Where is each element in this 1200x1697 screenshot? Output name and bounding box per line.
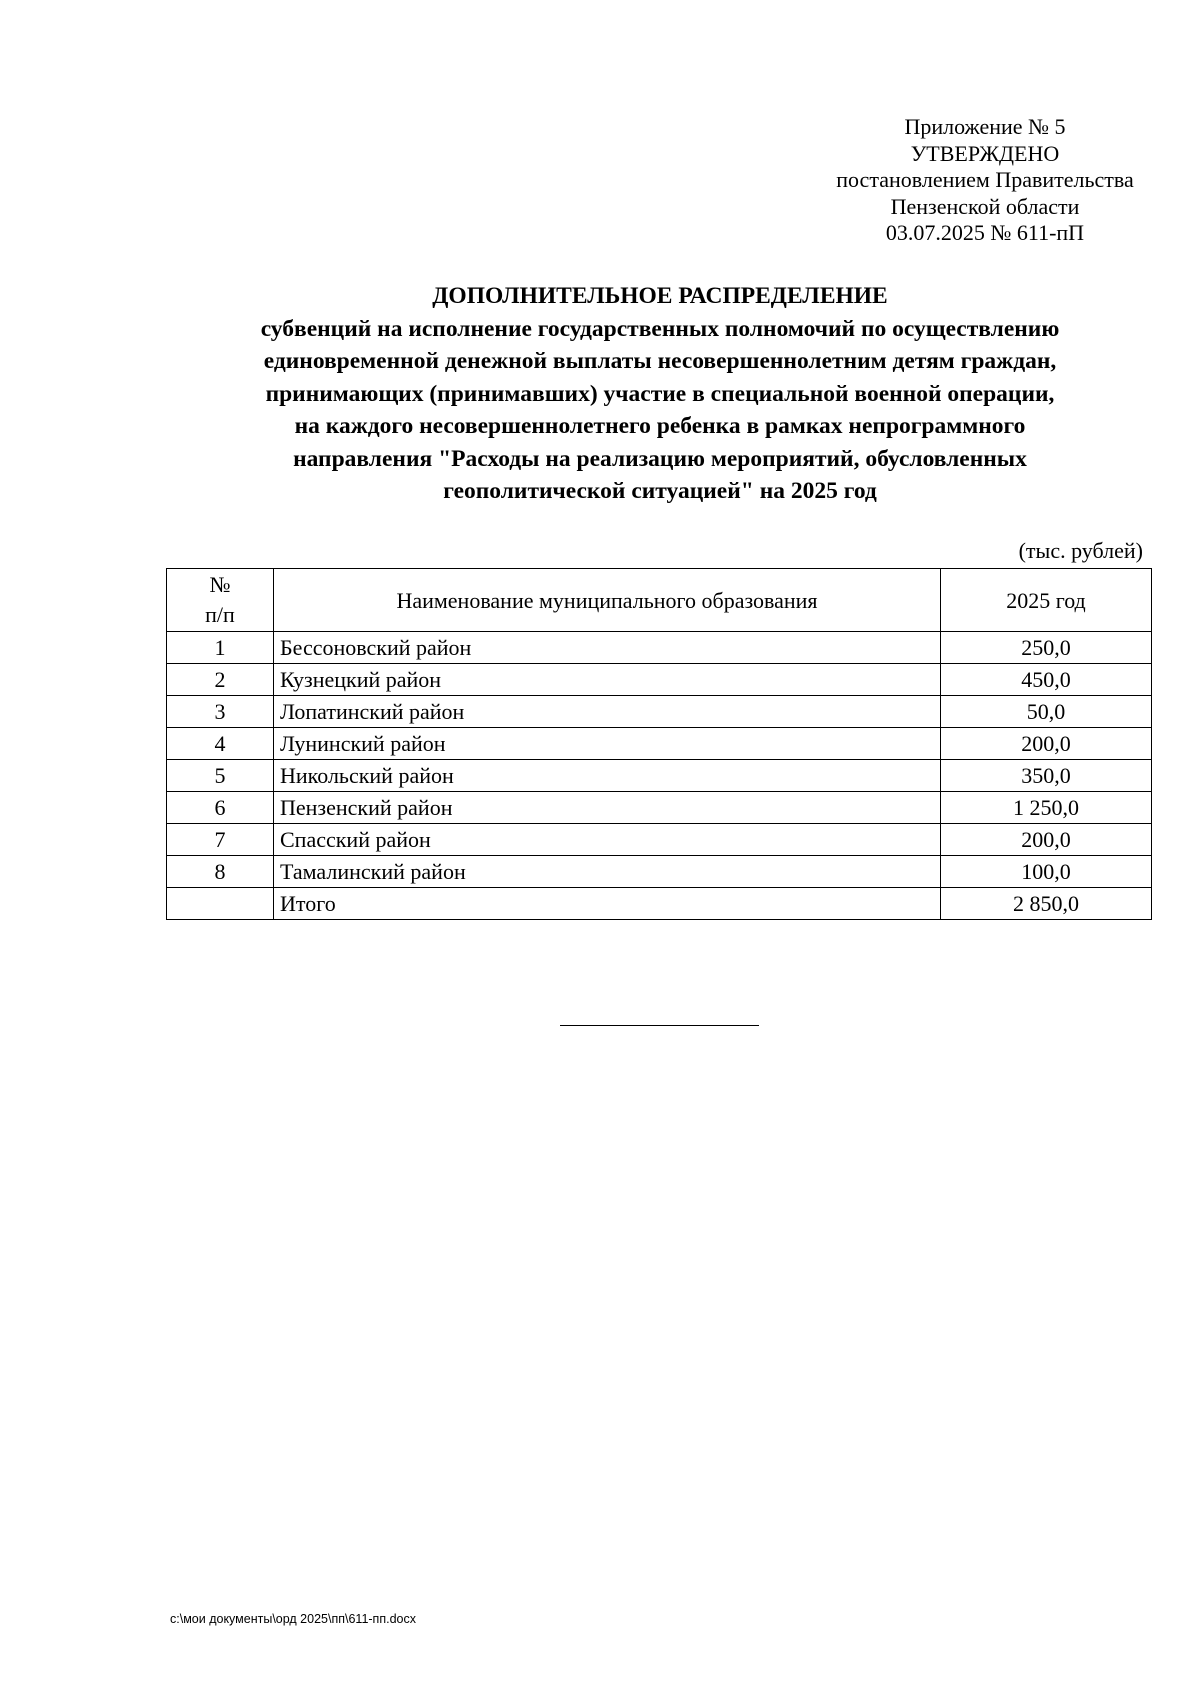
row-number: 4 xyxy=(167,728,274,760)
total-number xyxy=(167,888,274,920)
total-label: Итого xyxy=(274,888,941,920)
amount-value: 100,0 xyxy=(941,856,1152,888)
amount-value: 250,0 xyxy=(941,632,1152,664)
municipality-name: Тамалинский район xyxy=(274,856,941,888)
row-number: 6 xyxy=(167,792,274,824)
table-header-row xyxy=(167,569,1152,632)
row-number: 8 xyxy=(167,856,274,888)
header-number-sign: № xyxy=(209,572,231,597)
row-number: 1 xyxy=(167,632,274,664)
header-number xyxy=(167,569,274,632)
distribution-table xyxy=(166,568,1152,920)
row-number: 3 xyxy=(167,696,274,728)
municipality-name: Пензенский район xyxy=(274,792,941,824)
amount-value: 200,0 xyxy=(941,824,1152,856)
table-row xyxy=(167,824,1152,856)
table-row xyxy=(167,696,1152,728)
file-path-footer: c:\мои документы\орд 2025\пп\611-пп.docx xyxy=(170,1612,416,1626)
table-row xyxy=(167,728,1152,760)
header-year: 2025 год xyxy=(941,569,1152,632)
municipality-name: Спасский район xyxy=(274,824,941,856)
municipality-name: Бессоновский район xyxy=(274,632,941,664)
amount-value: 350,0 xyxy=(941,760,1152,792)
amount-value: 200,0 xyxy=(941,728,1152,760)
title-line-4: принимающих (принимавших) участие в специальной военной операции, xyxy=(265,380,1055,407)
title-line-2: субвенций на исполнение государственных полномочий по осуществлению xyxy=(260,315,1060,342)
document-title xyxy=(130,280,1190,508)
approved-by-region: Пензенской области xyxy=(890,193,1080,219)
title-line-6: направления "Расходы на реализацию мероприятий, обусловленных xyxy=(293,445,1027,472)
resolution-date-number: 03.07.2025 № 611-пП xyxy=(885,220,1085,245)
amount-value: 450,0 xyxy=(941,664,1152,696)
row-number: 2 xyxy=(167,664,274,696)
approved-label: УТВЕРЖДЕНО xyxy=(910,140,1060,166)
table-total-row xyxy=(167,888,1152,920)
row-number: 5 xyxy=(167,760,274,792)
table-row xyxy=(167,792,1152,824)
header-number-abbr: п/п xyxy=(205,602,235,627)
title-line-1: ДОПОЛНИТЕЛЬНОЕ РАСПРЕДЕЛЕНИЕ xyxy=(432,283,888,309)
end-of-document-rule xyxy=(560,1025,759,1026)
table-row xyxy=(167,664,1152,696)
municipality-name: Никольский район xyxy=(274,760,941,792)
row-number: 7 xyxy=(167,824,274,856)
municipality-name: Кузнецкий район xyxy=(274,664,941,696)
header-municipality: Наименование муниципального образования xyxy=(274,569,941,632)
municipality-name: Лопатинский район xyxy=(274,696,941,728)
approval-block xyxy=(810,114,1160,247)
total-value: 2 850,0 xyxy=(941,888,1152,920)
unit-note: (тыс. рублей) xyxy=(1018,538,1143,563)
appendix-number: Приложение № 5 xyxy=(904,114,1066,139)
amount-value: 1 250,0 xyxy=(941,792,1152,824)
approved-by-line: постановлением Правительства xyxy=(836,167,1134,192)
amount-value: 50,0 xyxy=(941,696,1152,728)
table-row xyxy=(167,760,1152,792)
municipality-name: Лунинский район xyxy=(274,728,941,760)
table-row xyxy=(167,632,1152,664)
title-line-5: на каждого несовершеннолетнего ребенка в рамках непрограммного xyxy=(294,413,1026,439)
title-line-7: геополитической ситуацией" на 2025 год xyxy=(443,478,877,504)
title-line-3: единовременной денежной выплаты несовершеннолетним детям граждан, xyxy=(263,348,1057,374)
table-row xyxy=(167,856,1152,888)
